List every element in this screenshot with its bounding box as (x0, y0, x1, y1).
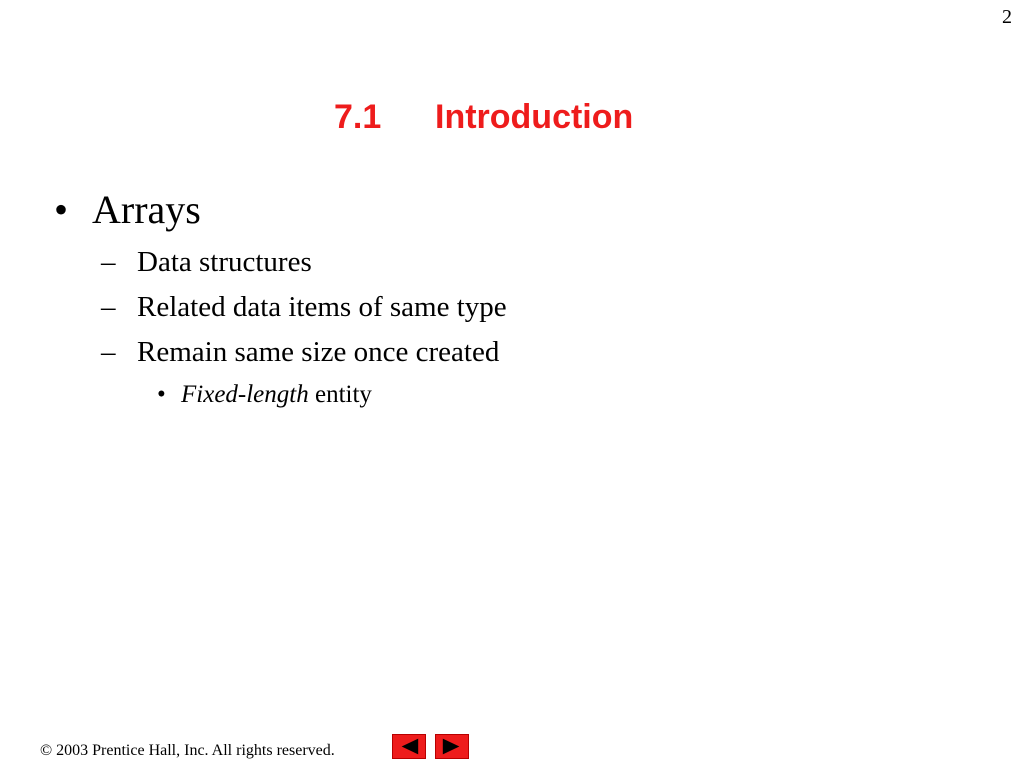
next-slide-button[interactable] (435, 734, 469, 759)
bullet-dash: – (101, 336, 116, 368)
bullet-dash: – (101, 291, 116, 323)
bullet-text: Remain same size once created (137, 336, 500, 368)
bullet-text-rest: entity (308, 381, 372, 408)
right-arrow-icon (436, 735, 468, 758)
bullet-level2 (54, 330, 984, 375)
bullet-text-arrays: Arrays (92, 187, 201, 232)
copyright-footer (40, 742, 335, 760)
page-number: 2 (1002, 6, 1012, 28)
bullet-dot: • (54, 187, 69, 232)
bullet-level2 (54, 240, 984, 285)
bullet-text: Related data items of same type (137, 291, 507, 323)
previous-slide-button[interactable] (392, 734, 426, 759)
italic-term: Fixed-length (181, 381, 309, 408)
copyright-symbol: © (40, 742, 53, 759)
bullet-text (181, 375, 372, 415)
bullet-level1 (54, 186, 984, 234)
bullet-dash: – (101, 246, 116, 278)
section-title: Introduction (435, 98, 634, 136)
bullet-text: Data structures (137, 246, 312, 278)
bullet-list (54, 186, 984, 415)
section-number: 7.1 (334, 98, 382, 136)
bullet-level3 (54, 375, 984, 415)
bullet-dot: • (157, 381, 166, 408)
bullet-level2 (54, 285, 984, 330)
slide-title (334, 98, 633, 137)
left-arrow-icon (393, 735, 425, 758)
copyright-text: 2003 Prentice Hall, Inc. All rights reserved. (52, 742, 335, 759)
